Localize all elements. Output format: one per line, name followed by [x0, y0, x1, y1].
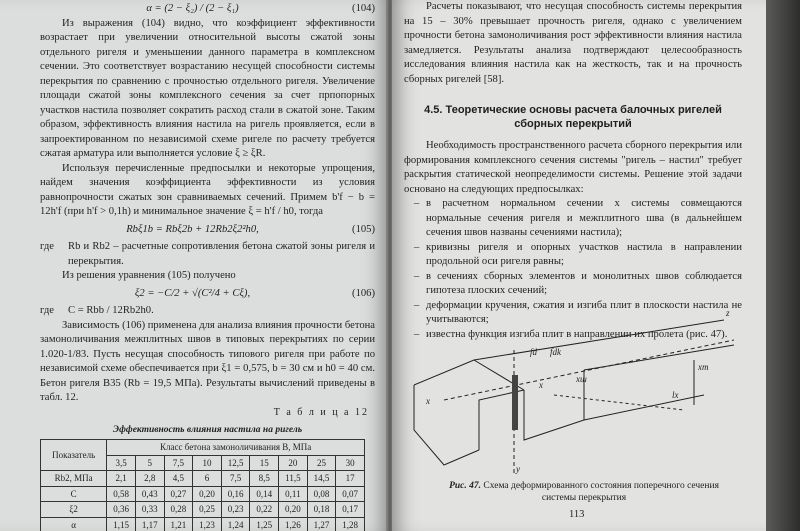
table-row: [41, 502, 365, 518]
table-class-cell: 30: [336, 455, 365, 471]
efficiency-table: [40, 439, 365, 531]
table-row: [41, 471, 365, 487]
table-cell: 1,27: [307, 517, 336, 531]
beam-front-face: [524, 370, 584, 440]
table-cell: 1,15: [107, 517, 136, 531]
label-lx: lx: [672, 390, 679, 400]
label-x-left: x: [426, 396, 430, 406]
label-xm: xm: [698, 362, 709, 372]
table-cell: 14,5: [307, 471, 336, 487]
table-header-indicator: Показатель: [41, 440, 107, 471]
label-fd: fd: [530, 347, 538, 357]
label-fdk: fdk: [550, 347, 561, 357]
list-item: – в сечениях сборных элементов и монолитных швов соблюдается гипотеза плоских сечений;: [426, 270, 742, 299]
table-title: Эффективность влияния настила на ригель: [112, 424, 303, 435]
where-label: где: [40, 305, 54, 316]
list-item: – кривизны ригеля и опорных участков настила в направлении продольной оси ригеля равны;: [426, 241, 742, 270]
where-label: где: [40, 241, 54, 252]
table-cell: 0,33: [135, 502, 164, 518]
table-label-row: [40, 406, 375, 419]
table-cell: 0,20: [279, 502, 308, 518]
table-header-row: [41, 440, 365, 456]
label-x-mid: x: [539, 380, 543, 390]
figure-caption: [434, 480, 734, 504]
table-cell: 0,43: [135, 486, 164, 502]
table-row: [41, 517, 365, 531]
table-cell: 1,17: [135, 517, 164, 531]
table-header-group: Класс бетона замоноличивания B, МПа: [107, 440, 365, 456]
table-cell: 0,28: [164, 502, 193, 518]
table-cell: 0,17: [336, 502, 365, 518]
table-class-cell: 20: [279, 455, 308, 471]
table-row-label: ξ2: [41, 502, 107, 518]
table-class-cell: 15: [250, 455, 279, 471]
right-page-content: [404, 0, 742, 520]
slab-right-top: [584, 345, 734, 370]
list-item: – деформации кручения, сжатия и изгиба плит в плоскости настила не учитываются;: [426, 299, 742, 328]
left-page-content: [40, 0, 375, 531]
table-cell: 7,5: [221, 471, 250, 487]
table-row-label: α: [41, 517, 107, 531]
table-cell: 0,07: [336, 486, 365, 502]
table-cell: 0,14: [250, 486, 279, 502]
table-cell: 0,22: [250, 502, 279, 518]
table-cell: 11,5: [279, 471, 308, 487]
formula-104-expression: α = (2 − ξ₂) / (2 − ξ₁): [146, 3, 239, 14]
slab-right-bottom: [584, 395, 704, 420]
table-cell: 0,16: [221, 486, 250, 502]
axis-z-line: [444, 340, 734, 400]
label-xsh: xш: [576, 374, 587, 384]
left-paragraph-4: Зависимость (106) применена для анализа влияния прочности бетона замоноличивания межплитных швов в типовых перекрытиях по серии 1.020-1/83. Пусть несущая способность типового ригеля при работе по независимой схеме обеспечивается при ξ1 = 0,575, b = 30 см и h0 = 40 см. Бетон ригеля B35 (Rb = 19,5 МПа). Результаты вычислений приведены в табл. 12.: [40, 319, 375, 403]
label-z: z: [726, 308, 730, 318]
table-cell: 4,5: [164, 471, 193, 487]
where-note-2: [40, 304, 375, 319]
table-cell: 0,08: [307, 486, 336, 502]
table-row: [41, 486, 365, 502]
table-body: [41, 471, 365, 531]
formula-105-expression: Rbξ1b = Rbξ2b + 12Rb2ξ2²h0,: [126, 223, 259, 235]
table-cell: 1,25: [250, 517, 279, 531]
formula-106-expression: ξ2 = −C/2 + √(C²/4 + Cξ),: [134, 287, 251, 299]
table-cell: 0,25: [193, 502, 222, 518]
label-y: y: [516, 464, 520, 474]
section-title: 4.5. Теоретические основы расчета балочных ригелей сборных перекрытий: [424, 104, 722, 130]
left-paragraph-2: Используя перечисленные предпосылки и некоторые упрощения, найдем значения коэффициента эффективности из условия равнопрочности сжатых зон сравниваемых сечений. Примем b'f − b = 12h'f (при h'f > 0,1h) и минимальное значение ξ = h'f / h0, тогда: [40, 162, 375, 217]
page-number: 113: [569, 509, 585, 520]
formula-106: [40, 287, 375, 302]
formula-105-number: (105): [352, 223, 375, 235]
table-cell: 0,18: [307, 502, 336, 518]
table-cell: 2,1: [107, 471, 136, 487]
table-class-cell: 3,5: [107, 455, 136, 471]
table-cell: 8,5: [250, 471, 279, 487]
table-row-label: Rb2, МПа: [41, 471, 107, 487]
table-cell: 0,11: [279, 486, 308, 502]
formula-105: [40, 223, 375, 238]
table-cell: 1,26: [279, 517, 308, 531]
table-cell: 0,36: [107, 502, 136, 518]
figure-caption-text: Схема деформированного состояния поперечного сечения системы перекрытия: [483, 481, 719, 503]
formula-104-number: (104): [352, 3, 375, 14]
where-text: C = Rbb / 12Rb2h0.: [68, 305, 154, 316]
table-class-cell: 7,5: [164, 455, 193, 471]
page-stack-edge: [766, 0, 800, 531]
formula-104: [40, 2, 375, 17]
table-cell: 0,23: [221, 502, 250, 518]
table-cell: 1,23: [193, 517, 222, 531]
table-cell: 17: [336, 471, 365, 487]
table-cell: 1,28: [336, 517, 365, 531]
table-row-label: C: [41, 486, 107, 502]
table-class-cell: 10: [193, 455, 222, 471]
list-item: – известна функция изгиба плит в направлении их пролета (рис. 47).: [426, 328, 742, 343]
left-paragraph-1: Из выражения (104) видно, что коэффициент эффективности возрастает при увеличении относительной высоты сжатой зоны отдельного ригеля и уменьшении данного параметра в комплексном сечении. Это соответствует возрастанию несущей способности системы перекрытия по сравнению с прочностью отдельного ригеля. Увеличение площади сжатой зоны комплексного сечения за счет прпопорных участков настила позволяет сократить расход стали в сжатой зоне. Таким образом, эффективность влияния настила на ригель проявляется, если в запроектированном по независимой схеме ригеле по расчету требуется сжатая арматура или выполняется условие ξ ≥ ξR.: [40, 17, 375, 159]
table-class-cell: 5: [135, 455, 164, 471]
table-cell: 1,24: [221, 517, 250, 531]
left-page: [0, 0, 388, 531]
table-cell: 2,8: [135, 471, 164, 487]
table-cell: 1,21: [164, 517, 193, 531]
right-page: [392, 0, 766, 531]
table-cell: 0,58: [107, 486, 136, 502]
where-note-1: [40, 240, 375, 269]
slab-front-left: [414, 385, 479, 465]
table-cell: 0,27: [164, 486, 193, 502]
where-text: Rb и Rb2 – расчетные сопротивления бетона сжатой зоны ригеля и перекрытия.: [68, 241, 375, 267]
slab-back-edge: [414, 320, 724, 385]
list-item: – в расчетном нормальном сечении x системы совмещаются нормальные сечения ригеля и межплитного шва (в дальнейшем сечения швов названы сечениями настила);: [426, 197, 742, 241]
left-paragraph-3: Из решения уравнения (105) получено: [62, 270, 236, 281]
right-paragraph-1: Расчеты показывают, что несущая способность системы перекрытия на 15 – 30% превышает прочность ригеля, однако с увеличением прочности бетона замоноличивания рост эффективности влияния настила замедляется. Результаты анализа подтверждают целесообразность исследования влияния настила как на жесткость, так и на прочность сборных ригелей [58].: [404, 1, 742, 85]
table-class-cell: 12,5: [221, 455, 250, 471]
table-label: Т а б л и ц а 12: [273, 406, 369, 418]
right-paragraph-2: Необходимость пространственного расчета сборного перекрытия или формирования комплексного сечения системы "ригель – настил" требует раскрытия статической неопределимости системы. Решение этой задачи основано на следующих предпосылках:: [404, 140, 742, 195]
table-cell: 0,20: [193, 486, 222, 502]
lx-line: [554, 395, 684, 410]
figure-caption-lead: Рис. 47.: [449, 481, 481, 491]
beam-section: [512, 375, 518, 430]
table-class-cell: 25: [307, 455, 336, 471]
figure-47-drawing: [404, 300, 744, 478]
table-cell: 6: [193, 471, 222, 487]
formula-106-number: (106): [352, 287, 375, 299]
